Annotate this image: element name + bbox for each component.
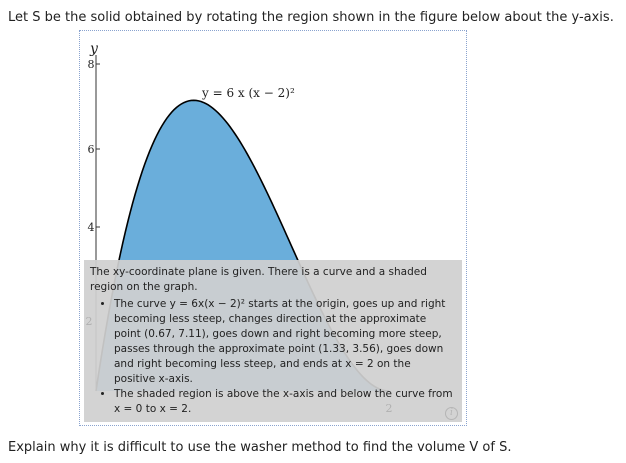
- figure-frame: [79, 30, 467, 426]
- alt-text-list: [90, 297, 454, 417]
- curve-equation-label: y = 6 x (x − 2)²: [202, 86, 295, 100]
- alt-text-bullet: • The shaded region is above the x-axis and below the curve from x = 0 to x = 2.: [114, 387, 454, 417]
- info-icon[interactable]: i: [445, 407, 458, 420]
- alt-text-overlay: [84, 260, 462, 422]
- y-tick-label-4: 4: [87, 221, 95, 234]
- alt-text-intro: The xy-coordinate plane is given. There is a curve and a shaded region on the graph.: [90, 266, 427, 293]
- question-text: Explain why it is difficult to use the washer method to find the volume V of S.: [8, 440, 512, 455]
- y-tick-label-8: 8: [87, 58, 95, 71]
- x-tick-label-2-faded: 2: [385, 402, 393, 415]
- y-axis-label: y: [90, 41, 98, 57]
- y-tick-label-6: 6: [87, 143, 95, 156]
- problem-intro: Let S be the solid obtained by rotating the region shown in the figure below about the y-axis.: [8, 10, 614, 25]
- alt-text-bullet: • The curve y = 6x(x − 2)² starts at the origin, goes up and right becoming less steep, changes direction at the approximate point (0.67, 7.11), goes down and right becoming more steep, passes through the approximate point (1.33, 3.56), goes down and right becoming less steep, and ends at x = 2 on the positive x-axis.: [114, 297, 454, 387]
- y-tick-label-2-faded: 2: [85, 315, 93, 328]
